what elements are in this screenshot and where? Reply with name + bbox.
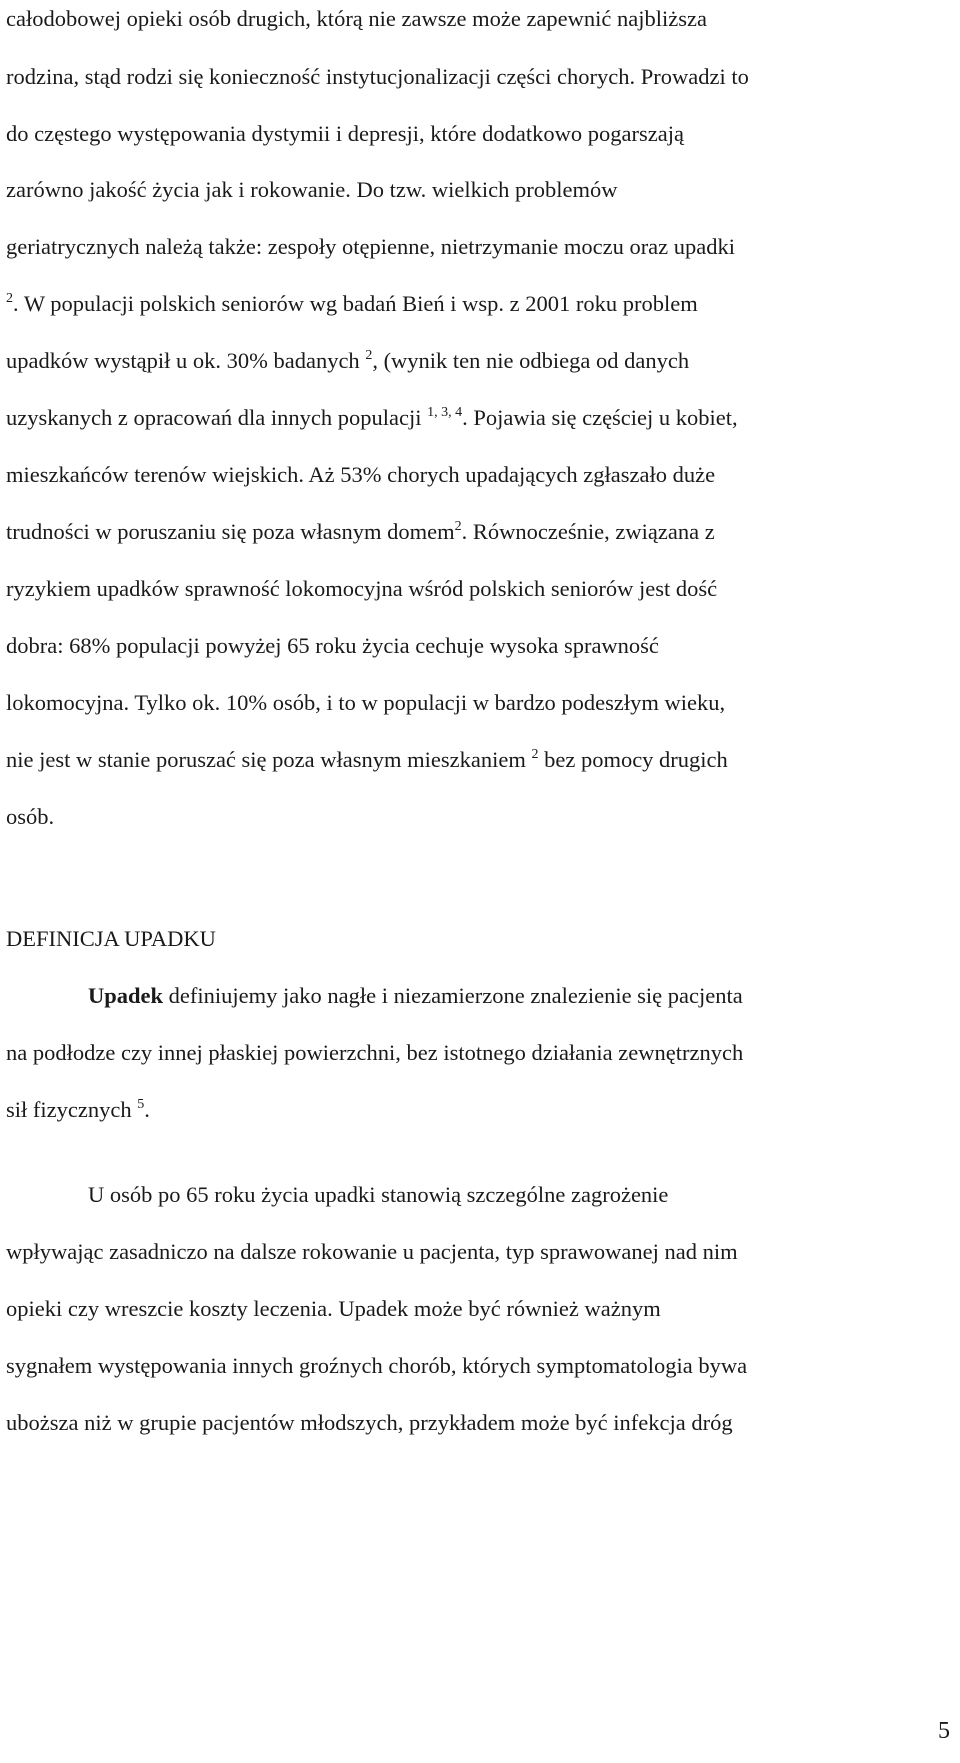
citation-superscript: 2 [365, 348, 373, 363]
text-line: zarówno jakość życia jak i rokowanie. Do tzw. wielkich problemów [6, 177, 618, 202]
page-number: 5 [938, 1718, 950, 1744]
citation-superscript: 1, 3, 4 [427, 405, 463, 420]
text-line: upadków wystąpił u ok. 30% badanych $^2$, (wynik ten nie odbiega od danych [6, 348, 690, 373]
text-line: sił fizycznych $^5$. [6, 1097, 150, 1122]
text-line: nie jest w stanie poruszać się poza własnym mieszkaniem $^2$ bez pomocy drugich [6, 747, 728, 772]
citation-superscript: 2 [454, 519, 462, 534]
text-line: dobra: 68% populacji powyżej 65 roku życia cechuje wysoka sprawność [6, 633, 659, 658]
text-line: na podłodze czy innej płaskiej powierzchni, bez istotnego działania zewnętrznych [6, 1040, 744, 1065]
text-line: U osób po 65 roku życia upadki stanowią szczególne zagrożenie [88, 1182, 669, 1207]
text-line: całodobowej opieki osób drugich, którą nie zawsze może zapewnić najbliższa [6, 6, 707, 31]
text-line: lokomocyjna. Tylko ok. 10% osób, i to w populacji w bardzo podeszłym wieku, [6, 690, 726, 715]
text-line: geriatrycznych należą także: zespoły otępienne, nietrzymanie moczu oraz upadki [6, 234, 736, 259]
text-line: uboższa niż w grupie pacjentów młodszych, przykładem może być infekcja dróg [6, 1410, 733, 1435]
text-line: rodzina, stąd rodzi się konieczność instytucjonalizacji części chorych. Prowadzi to [6, 64, 749, 89]
text-line: trudności w poruszaniu się poza własnym domem$^2$. Równocześnie, związana z [6, 519, 715, 544]
text-line: Upadek definiujemy jako nagłe i niezamierzone znalezienie się pacjenta [88, 983, 743, 1008]
text-line: do częstego występowania dystymii i depresji, które dodatkowo pogarszają [6, 121, 684, 146]
text-line: mieszkańców terenów wiejskich. Aż 53% chorych upadających zgłaszało duże [6, 462, 716, 487]
text-line: uzyskanych z opracowań dla innych populacji $^{1, 3, 4}$. Pojawia się częściej u kobiet, [6, 405, 738, 430]
section-heading: DEFINICJA UPADKU [6, 926, 216, 951]
citation-superscript: 5 [137, 1097, 145, 1112]
citation-superscript: 2 [531, 747, 539, 762]
bold-term: Upadek [88, 983, 164, 1008]
text-line: ryzykiem upadków sprawność lokomocyjna wśród polskich seniorów jest dość [6, 576, 718, 601]
text-line: opieki czy wreszcie koszty leczenia. Upadek może być również ważnym [6, 1296, 661, 1321]
text-line: sygnałem występowania innych groźnych chorób, których symptomatologia bywa [6, 1353, 748, 1378]
text-line: $^2$. W populacji polskich seniorów wg badań Bień i wsp. z 2001 roku problem [6, 291, 698, 316]
citation-superscript: 2 [6, 291, 13, 306]
text-line: wpływając zasadniczo na dalsze rokowanie u pacjenta, typ sprawowanej nad nim [6, 1239, 738, 1264]
text-line: osób. [6, 804, 55, 829]
